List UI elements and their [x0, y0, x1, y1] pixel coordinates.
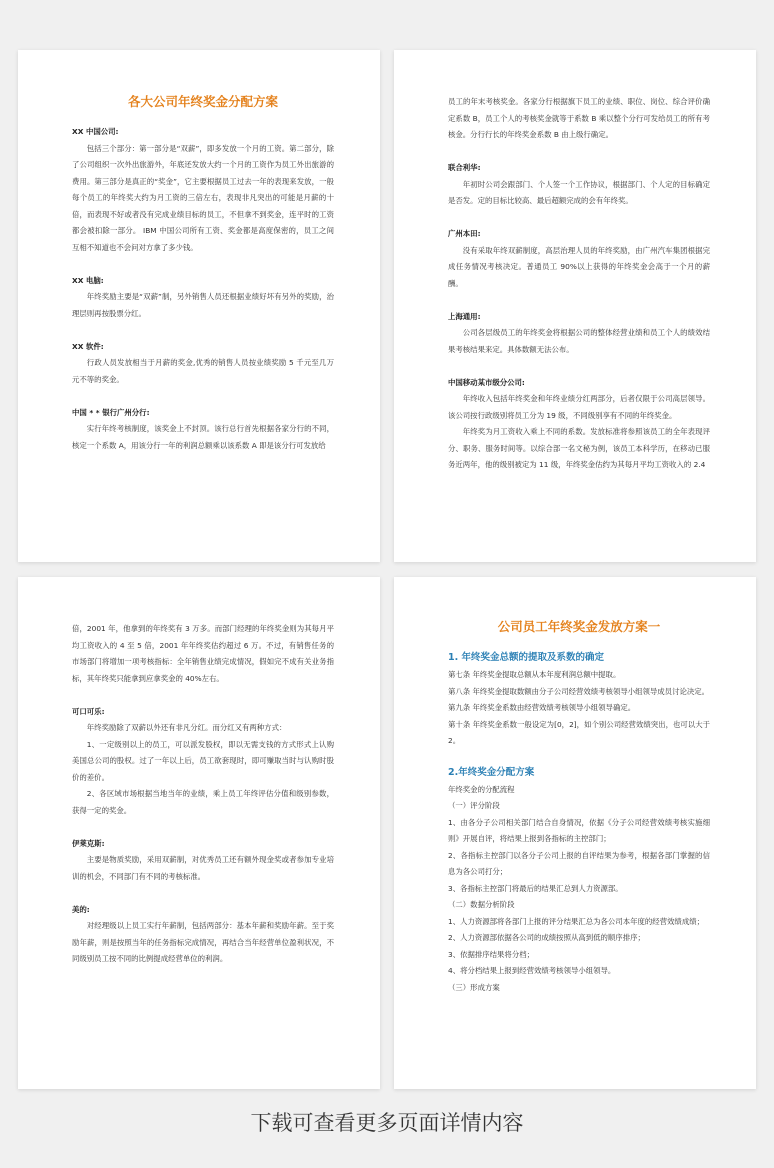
page-title: 公司员工年终奖金发放方案一 — [497, 619, 661, 634]
section-heading: 可口可乐: — [72, 706, 105, 716]
article-line: 第十条 年终奖金系数一般设定为[0，2]，如个别公司经营效绩突出，也可以大于 2。 — [448, 719, 710, 745]
document-page-4 — [394, 577, 756, 1089]
document-page-2 — [394, 50, 756, 562]
paragraph: 公司各层级员工的年终奖金将根据公司的整体经营业绩和员工个人的绩效结果考核结果来定。具体数额无法公布。 — [448, 328, 710, 354]
section-heading: XX 电脑: — [72, 275, 104, 285]
section-heading: 1. 年终奖金总额的提取及系数的确定 — [448, 652, 605, 663]
section-heading: XX 中国公司: — [72, 127, 119, 136]
section-heading: 广州本田: — [448, 229, 481, 238]
paragraph: 年终奖励主要是“双薪”制，另外销售人员还根据业绩好坏有另外的奖励，治理层则再按股票分红。 — [72, 292, 334, 318]
paragraph: 1、一定级别以上的员工，可以派发股权，即以无需支钱的方式形式上认购美国总公司的股权。过了一年以上后，员工欲套现时，即可赚取当时与认购时股价的差价。 — [72, 739, 334, 782]
article-line: 第七条 年终奖金提取总额从本年度利润总额中提取。 — [448, 670, 621, 679]
list-line: 3、依据排序结果将分档； — [448, 949, 535, 959]
section-heading: 上海通用: — [448, 311, 481, 321]
paragraph: 实行年终考核制度，该奖金上不封顶。该行总行首先根据各家分行的不同，核定一个系数 A，用该分行一年的利润总额乘以该系数 A 即是该分行可发放给 — [72, 424, 334, 450]
list-line: （二）数据分析阶段 — [448, 900, 515, 909]
list-line: 1、人力资源部将各部门上报的评分结果汇总为各公司本年度的经营效绩成绩； — [448, 916, 704, 926]
paragraph: 行政人员发放相当于月薪的奖金,优秀的销售人员按业绩奖励 5 千元至几万元不等的奖金。 — [72, 358, 334, 384]
paragraph: 没有采取年终双薪制度，高层治理人员的年终奖励，由广州汽车集团根据完成任务情况考核决定。普通员工 90%以上获得的年终奖金会高于一个月的薪酬。 — [448, 245, 710, 288]
page-title: 各大公司年终奖金分配方案 — [127, 94, 278, 109]
paragraph: 年终奖为月工资收入乘上不同的系数。发放标准将参照该员工的全年表现评分、职务、服务时间等。以综合部一名文秘为例，该员工本科学历，在移动已服务近两年，他的级别被定为 11 级，年终奖金估约为其每月平均工资收入的 2.4 — [448, 427, 710, 469]
paragraph: 对经理级以上员工实行年薪制，包括两部分：基本年薪和奖励年薪。至于奖励年薪，则是按照当年的任务指标完成情况，再结合当年经营单位盈利状况，不同级别员工按不同的比例提成经营单位的利润。 — [72, 921, 334, 963]
paragraph: 员工的年末考核奖金。各家分行根据旗下员工的业绩、职位、岗位、综合评价确定系数 B，员工个人的考核奖金就等于系数 B 乘以整个分行可发给员工的所有考核金。分行行长的年终奖金系数 B 由上级行确定。 — [448, 97, 710, 139]
article-line: 第九条 年终奖金系数由经营效绩考核领导小组领导确定。 — [448, 703, 636, 712]
section-heading: 伊莱克斯: — [72, 838, 105, 848]
download-more-caption[interactable]: 下载可查看更多页面详情内容 — [250, 1111, 524, 1135]
paragraph: 包括三个部分：第一部分是“双薪”，即多发放一个月的工资。第二部分，除了公司组织一次外出旅游外，年底还发放大约一个月的工资作为员工外出旅游的费用。第三部分是真正的“奖金”，它主要根据员工过去一年的表现来发放，一般每个员工的年终奖大约为月工资的三倍左右，表现非凡突出的可能是月薪的十倍，而表现不好或者没有完成业绩目标的员工，不但拿不到奖金，连平时的工资都会被扣除一部分。 IBM 中国公司所有工资、奖金都是高度保密的，员工之间互相不知道也不会问对方拿了多少钱。 — [72, 143, 334, 252]
document-page-3 — [18, 577, 380, 1089]
list-line: 3、各指标主控部门将最后的结果汇总到人力资源部。 — [448, 883, 623, 893]
section-heading: XX 软件: — [72, 341, 104, 351]
section-heading: 中国 * * 银行广州分行: — [72, 407, 150, 417]
list-line: 2、人力资源部依据各公司的成绩按照从高到低的顺序排序； — [448, 933, 645, 942]
list-line: （一）评分阶段 — [448, 801, 500, 810]
paragraph: 主要是物质奖励，采用双薪制，对优秀员工还有额外现金奖或者参加专业培训的机会，不同部门有不同的考核标准。 — [72, 855, 334, 881]
section-heading: 美的: — [72, 904, 90, 914]
list-line: （三）形成方案 — [448, 982, 500, 992]
paragraph: 年初时公司会跟部门、个人签一个工作协议，根据部门、个人定的目标确定是否发。定的目标比较高、最后超额完成的会有年终奖。 — [448, 179, 710, 205]
paragraph: 倍，2001 年，他拿到的年终奖有 3 万多。而部门经理的年终奖金则为其每月平均工资收入的 4 至 5 倍，2001 年年终奖估约超过 6 万。不过，有销售任务的市场部门将增加一项考核指标：全年销售业绩完成情况，假如完不成有关业务指标，其年终奖只能拿到应拿奖金的 40%左右。 — [72, 624, 334, 683]
section-heading: 中国移动某市级分公司: — [448, 377, 525, 387]
list-line: 2、各指标主控部门以各分子公司上报的自评结果为参考，根据各部门掌握的信息为各公司打分； — [448, 850, 710, 876]
document-page-1 — [18, 50, 380, 562]
list-line: 1、由各分子公司相关部门结合自身情况，依据《分子公司经营效绩考核实施细则》开展自评，将结果上报到各指标的主控部门； — [448, 817, 710, 843]
list-line: 4、将分档结果上报到经营效绩考核领导小组领导。 — [448, 966, 616, 975]
paragraph: 年终奖励除了双薪以外还有非凡分红。而分红又有两种方式： — [86, 723, 287, 732]
paragraph: 2、各区域市场根据当地当年的业绩，乘上员工年终评估分值和级别参数，获得一定的奖金。 — [72, 789, 334, 815]
article-line: 第八条 年终奖金提取数额由分子公司经营效绩考核领导小组领导成员讨论决定。 — [448, 686, 710, 696]
paragraph: 年终收入包括年终奖金和年终业绩分红两部分，后者仅限于公司高层领导。该公司按行政级别将员工分为 19 级，不同级别享有不同的年终奖金。 — [448, 394, 710, 420]
list-line: 年终奖金的分配流程 — [448, 784, 515, 794]
section-heading: 联合利华: — [448, 163, 481, 172]
section-heading: 2.年终奖金分配方案 — [448, 766, 535, 778]
